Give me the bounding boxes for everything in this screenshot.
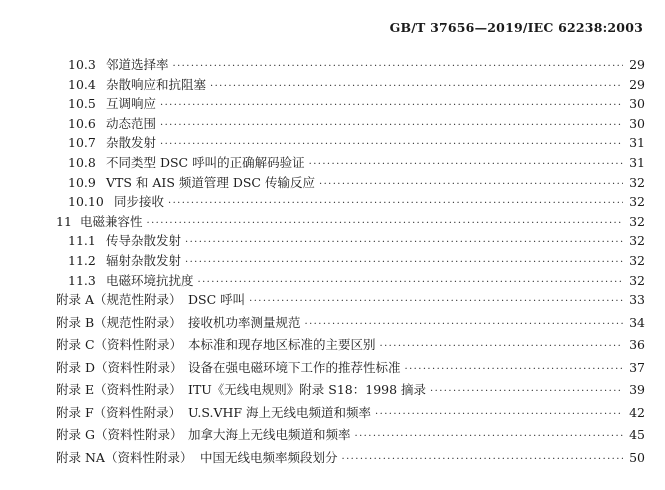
- toc-entry[interactable]: [68, 174, 645, 192]
- toc-entry[interactable]: [68, 56, 645, 74]
- toc-entry-number: 11.2: [68, 253, 96, 268]
- toc-entry[interactable]: [68, 95, 645, 113]
- toc-entry-title: 动态范围: [106, 115, 157, 131]
- toc-entry-page: 36: [629, 337, 645, 353]
- toc-annex-entry[interactable]: [56, 314, 645, 332]
- toc-annex-label: 附录 A（规范性附录）: [56, 292, 182, 308]
- toc-entry-page: 45: [629, 427, 645, 443]
- toc-annex-entry[interactable]: [56, 404, 645, 422]
- toc-annex-label: 附录 D（资料性附录）: [56, 359, 183, 375]
- dot-leader: [198, 274, 623, 292]
- toc-entry[interactable]: [68, 272, 645, 290]
- toc-entry-number: 10.7: [68, 135, 96, 151]
- dot-leader: [319, 176, 623, 194]
- toc-entry-number: 11.3: [68, 272, 96, 288]
- toc-entry-page: 42: [629, 404, 645, 420]
- toc-annex-label: 附录 F（资料性附录）: [56, 404, 182, 420]
- toc-entry-page: 32: [629, 233, 645, 249]
- toc-annex-label: 附录 E（资料性附录）: [56, 382, 182, 398]
- dot-leader: [147, 215, 623, 233]
- standard-number-header: GB/T 37656—2019/IEC 62238:2003: [389, 20, 643, 35]
- toc-entry-title: 设备在强电磁环境下工作的推荐性标准: [188, 359, 401, 375]
- toc-entry-number: 11.1: [68, 233, 96, 249]
- dot-leader: [185, 254, 623, 272]
- toc-annex-entry[interactable]: [56, 359, 645, 377]
- toc-entry-title: 邻道选择率: [106, 57, 169, 72]
- dot-leader: [173, 58, 623, 76]
- toc-entry-title: 互调响应: [106, 96, 157, 112]
- toc-entry-title: U.S.VHF 海上无线电频道和频率: [188, 404, 372, 420]
- toc-entry-page: 50: [629, 449, 645, 465]
- dot-leader: [309, 156, 623, 174]
- toc-entry-page: 32: [629, 213, 645, 229]
- toc-entry-number: 11: [56, 213, 72, 229]
- toc-entry-number: 10.9: [68, 174, 96, 190]
- dot-leader: [405, 361, 623, 379]
- toc-entry-title: ITU《无线电规则》附录 S18：1998 摘录: [188, 382, 427, 398]
- dot-leader: [160, 136, 623, 154]
- dot-leader: [168, 195, 623, 213]
- toc-entry-title: DSC 呼叫: [188, 292, 246, 308]
- dot-leader: [160, 117, 623, 135]
- dot-leader: [430, 383, 623, 401]
- toc-entry[interactable]: [68, 252, 645, 270]
- toc-entry-page: 29: [629, 76, 645, 92]
- toc-entry[interactable]: [68, 115, 645, 133]
- dot-leader: [305, 316, 623, 334]
- dot-leader: [210, 78, 623, 96]
- toc-annex-entry[interactable]: [56, 449, 645, 467]
- toc-entry[interactable]: [68, 232, 645, 250]
- toc-entry-title: 不同类型 DSC 呼叫的正确解码验证: [106, 155, 305, 170]
- toc-annex-label: 附录 G（资料性附录）: [56, 427, 183, 443]
- toc-entry-page: 33: [629, 292, 645, 308]
- toc-entry-title: 接收机功率测量规范: [188, 314, 301, 330]
- toc-entry-page: 29: [629, 57, 645, 72]
- toc-entry-number: 10.8: [68, 155, 96, 170]
- toc-entry-page: 31: [629, 135, 645, 151]
- dot-leader: [342, 451, 623, 469]
- toc-entry[interactable]: [68, 76, 645, 94]
- toc-entry-page: 30: [629, 115, 645, 131]
- toc-entry[interactable]: [68, 193, 645, 211]
- toc-annex-label: 附录 B（规范性附录）: [56, 314, 182, 330]
- dot-leader: [185, 234, 623, 252]
- toc-entry-page: 37: [629, 359, 645, 375]
- toc-entry-title: 电磁兼容性: [80, 213, 143, 229]
- toc-entry-number: 10.6: [68, 115, 96, 131]
- toc-annex-entry[interactable]: [56, 381, 645, 399]
- toc-annex-entry[interactable]: [56, 426, 645, 444]
- toc-entry-title: 本标准和现存地区标准的主要区别: [188, 337, 376, 353]
- toc-entry-page: 32: [629, 272, 645, 288]
- toc-entry-title: 杂散发射: [106, 135, 157, 151]
- toc-entry-page: 39: [629, 382, 645, 398]
- toc-entry-number: 10.10: [68, 194, 104, 210]
- toc-entry-title: 加拿大海上无线电频道和频率: [188, 427, 351, 443]
- toc-entry[interactable]: [68, 134, 645, 152]
- toc-entry-number: 10.5: [68, 96, 96, 112]
- toc-entry-title: 中国无线电频率频段划分: [200, 449, 338, 465]
- table-of-contents: [0, 56, 665, 476]
- toc-entry-title: 辐射杂散发射: [106, 253, 182, 268]
- dot-leader: [375, 406, 623, 424]
- toc-entry-page: 34: [629, 314, 645, 330]
- toc-chapter-entry[interactable]: [56, 213, 645, 231]
- toc-entry-title: 杂散响应和抗阻塞: [106, 76, 207, 92]
- toc-annex-entry[interactable]: [56, 291, 645, 309]
- dot-leader: [380, 338, 623, 356]
- toc-entry-number: 10.3: [68, 57, 96, 72]
- toc-annex-label: 附录 C（资料性附录）: [56, 337, 183, 353]
- toc-entry-page: 31: [629, 155, 645, 170]
- toc-entry-title: VTS 和 AIS 频道管理 DSC 传输反应: [106, 174, 315, 190]
- toc-entry-title: 电磁环境抗扰度: [106, 272, 194, 288]
- toc-annex-label: 附录 NA（资料性附录）: [56, 449, 193, 465]
- toc-entry-page: 32: [629, 253, 645, 268]
- toc-entry[interactable]: [68, 154, 645, 172]
- toc-entry-number: 10.4: [68, 76, 96, 92]
- toc-annex-entry[interactable]: [56, 336, 645, 354]
- toc-entry-page: 32: [629, 194, 645, 210]
- toc-entry-title: 传导杂散发射: [106, 233, 182, 249]
- toc-entry-page: 30: [629, 96, 645, 112]
- toc-entry-page: 32: [629, 174, 645, 190]
- toc-entry-title: 同步接收: [114, 194, 165, 210]
- dot-leader: [249, 293, 623, 311]
- dot-leader: [355, 428, 623, 446]
- dot-leader: [160, 97, 623, 115]
